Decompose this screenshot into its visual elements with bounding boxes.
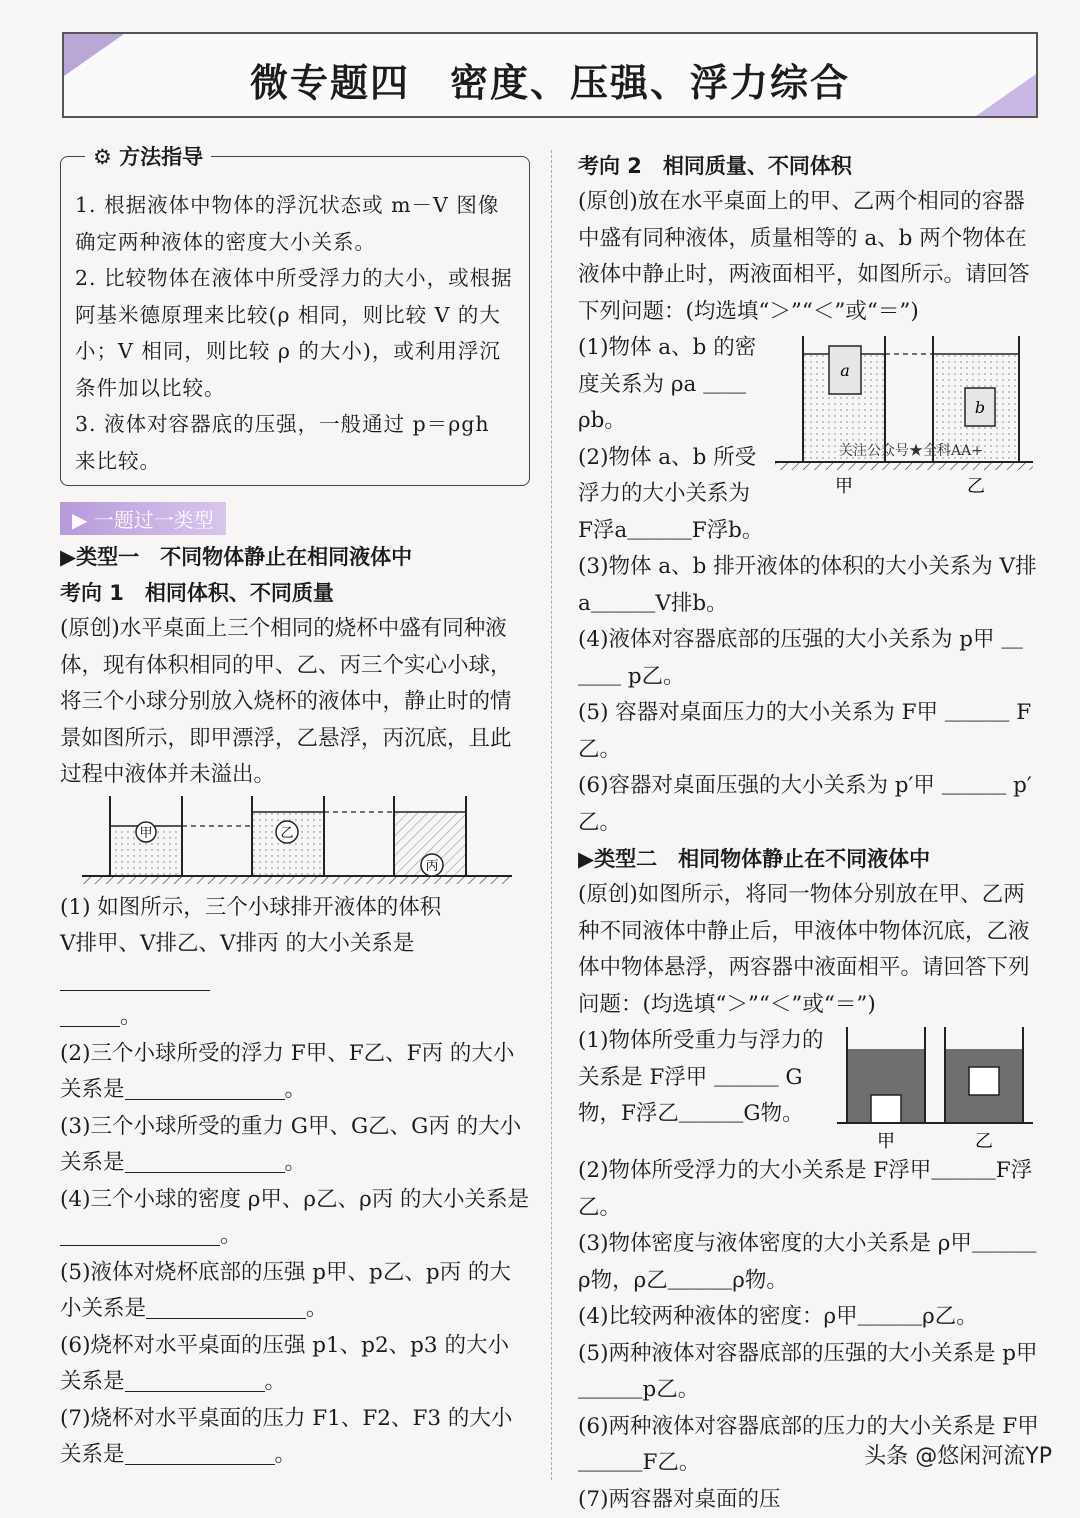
type1-heading: ▶类型一 不同物体静止在相同液体中 xyxy=(60,539,530,575)
question-text: (7)烧杯对水平桌面的压力 F1、F2、F3 的大小关系是 xyxy=(60,1406,512,1468)
method-item: 1. 根据液体中物体的浮沉状态或 m－V 图像确定两种液体的密度大小关系。 xyxy=(75,187,517,260)
figure-row-ab xyxy=(578,330,1040,549)
answer-blank xyxy=(125,1442,275,1465)
question-line: (2)物体所受浮力的大小关系是 F浮甲＿＿＿F浮乙。 xyxy=(578,1153,1040,1226)
object-label: b xyxy=(975,398,985,417)
right-column xyxy=(578,148,1040,1518)
answer-blank xyxy=(60,1223,220,1246)
footer-watermark: 头条 @悠闲河流YP xyxy=(864,1439,1052,1470)
question-line: (4)液体对容器底部的压强的大小关系为 p甲 ＿＿＿ p乙。 xyxy=(578,622,1040,695)
section-banner: ▶ 一题过一类型 xyxy=(60,502,226,535)
two-containers-ab-figure xyxy=(773,330,1035,510)
ball-label: 甲 xyxy=(139,826,152,841)
answer-blank xyxy=(125,1077,285,1100)
question-line xyxy=(60,1328,530,1401)
table-surface xyxy=(775,462,1033,470)
question-line xyxy=(60,1036,530,1109)
type2-stem: (原创)如图所示，将同一物体分别放在甲、乙两种不同液体中静止后，甲液体中物体沉底，乙液体中物体悬浮，两容器中液面相平。请回答下列问题：(均选填“＞”“＜”或“＝”) xyxy=(578,877,1040,1023)
question-text: (2)三个小球所受的浮力 F甲、F乙、F丙 的大小关系是 xyxy=(60,1041,514,1103)
question-text: (3)三个小球所受的重力 G甲、G乙、G丙 的大小关系是 xyxy=(60,1114,521,1176)
question-line: (4)比较两种液体的密度：ρ甲＿＿＿ρ乙。 xyxy=(578,1299,1040,1336)
table-surface xyxy=(82,876,512,884)
period: 。 xyxy=(275,1442,297,1467)
question-line: (1)物体 a、b 的密度关系为 ρa ＿＿ ρb。 xyxy=(578,330,773,440)
answer-blank xyxy=(125,1369,265,1392)
method-guide-box xyxy=(60,156,530,486)
figure-label: 乙 xyxy=(967,476,985,497)
question-line xyxy=(60,1255,530,1328)
question-line: (1) 如图所示，三个小球排开液体的体积 xyxy=(60,890,530,927)
type1b-stem: (原创)放在水平桌面上的甲、乙两个相同的容器中盛有同种液体，质量相等的 a、b 两个物体在液体中静止时，两液面相平，如图所示。请回答下列问题：(均选填“＞”“＜”或“＝”) xyxy=(578,184,1040,330)
period: 。 xyxy=(220,1223,242,1248)
title-banner xyxy=(62,32,1038,118)
method-item: 2. 比较物体在液体中所受浮力的大小，或根据阿基米德原理来比较(ρ 相同，则比较 V 的大小；V 相同，则比较 ρ 的大小)，或利用浮沉条件加以比较。 xyxy=(75,260,517,406)
object-sunk xyxy=(871,1095,901,1123)
ball-label: 丙 xyxy=(425,859,438,874)
period: 。 xyxy=(285,1077,307,1102)
figure-label: 乙 xyxy=(975,1131,993,1152)
type2-heading: ▶类型二 相同物体静止在不同液体中 xyxy=(578,841,1040,877)
question-line: (7)两容器对桌面的压 xyxy=(578,1482,1040,1518)
page-title: 微专题四 密度、压强、浮力综合 xyxy=(64,52,1036,107)
period: 。 xyxy=(306,1296,328,1321)
type1-stem: (原创)水平桌面上三个相同的烧杯中盛有同种液体，现有体积相同的甲、乙、丙三个实心小球，将三个小球分别放入烧杯的液体中，静止时的情景如图所示，即甲漂浮，乙悬浮，丙沉底，且此过程中液体并未溢出。 xyxy=(60,611,530,794)
gear-icon: ⚙ xyxy=(93,145,112,169)
question-line xyxy=(60,926,530,999)
section-banner-text: 一题过一类型 xyxy=(94,508,214,532)
type1-sub1-heading: 考向 1 相同体积、不同质量 xyxy=(60,575,530,611)
question-line xyxy=(60,999,530,1036)
question-line: (3)物体密度与液体密度的大小关系是 ρ甲＿＿＿ρ物，ρ乙＿＿＿ρ物。 xyxy=(578,1226,1040,1299)
answer-blank xyxy=(125,1150,285,1173)
method-heading-text: 方法指导 xyxy=(119,145,203,169)
period: 。 xyxy=(120,1004,142,1029)
answer-blank xyxy=(60,968,210,991)
question-line xyxy=(60,1182,530,1255)
question-line xyxy=(60,1401,530,1474)
object-suspended xyxy=(969,1067,999,1095)
ball-label: 乙 xyxy=(280,826,293,841)
period: 。 xyxy=(265,1369,287,1394)
question-text: (4)三个小球的密度 ρ甲、ρ乙、ρ丙 的大小关系是 xyxy=(60,1187,529,1212)
method-item: 3. 液体对容器底的压强，一般通过 p＝ρgh 来比较。 xyxy=(75,406,517,479)
answer-blank xyxy=(60,1004,120,1027)
overlay-watermark: 关注公众号★全科AA+ xyxy=(839,442,983,459)
question-line: (5) 容器对桌面压力的大小关系为 F甲 ＿＿＿ F乙。 xyxy=(578,695,1040,768)
question-text: (6)烧杯对水平桌面的压强 p1、p2、p3 的大小关系是 xyxy=(60,1333,509,1395)
question-group xyxy=(578,330,773,549)
question-line: F浮a＿＿＿F浮b。 xyxy=(578,513,773,550)
column-divider xyxy=(551,150,552,1480)
period: 。 xyxy=(285,1150,307,1175)
left-column xyxy=(60,148,530,1474)
figure-label: 甲 xyxy=(835,476,853,497)
question-line: (1)物体所受重力与浮力的关系是 F浮甲 ＿＿＿ G物，F浮乙＿＿＿G物。 xyxy=(578,1023,833,1133)
answer-blank xyxy=(146,1296,306,1319)
question-text: V排甲、V排乙、V排丙 的大小关系是 xyxy=(60,931,414,956)
figure-row-type2 xyxy=(578,1023,1040,1153)
question-line: (6)容器对桌面压强的大小关系为 p′甲 ＿＿＿ p′乙。 xyxy=(578,768,1040,841)
method-guide-heading xyxy=(85,141,211,171)
question-text: (5)液体对烧杯底部的压强 p甲、p乙、p丙 的大小关系是 xyxy=(60,1260,511,1322)
type1-sub2-heading: 考向 2 相同质量、不同体积 xyxy=(578,148,1040,184)
question-group xyxy=(578,1023,833,1133)
three-beakers-figure xyxy=(60,794,520,890)
question-line: (2)物体 a、b 所受浮力的大小关系为 xyxy=(578,440,773,513)
question-line: (5)两种液体对容器底部的压强的大小关系是 p甲＿＿＿p乙。 xyxy=(578,1336,1040,1409)
question-line: (6)两种液体对容器底部的压力的大小关系是 F甲＿＿＿F乙。 xyxy=(578,1409,1040,1482)
question-line xyxy=(60,1109,530,1182)
two-containers-type2-figure xyxy=(833,1023,1038,1153)
object-label: a xyxy=(840,361,850,380)
figure-label: 甲 xyxy=(877,1131,895,1152)
question-line: (3)物体 a、b 排开液体的体积的大小关系为 V排a＿＿＿V排b。 xyxy=(578,549,1040,622)
